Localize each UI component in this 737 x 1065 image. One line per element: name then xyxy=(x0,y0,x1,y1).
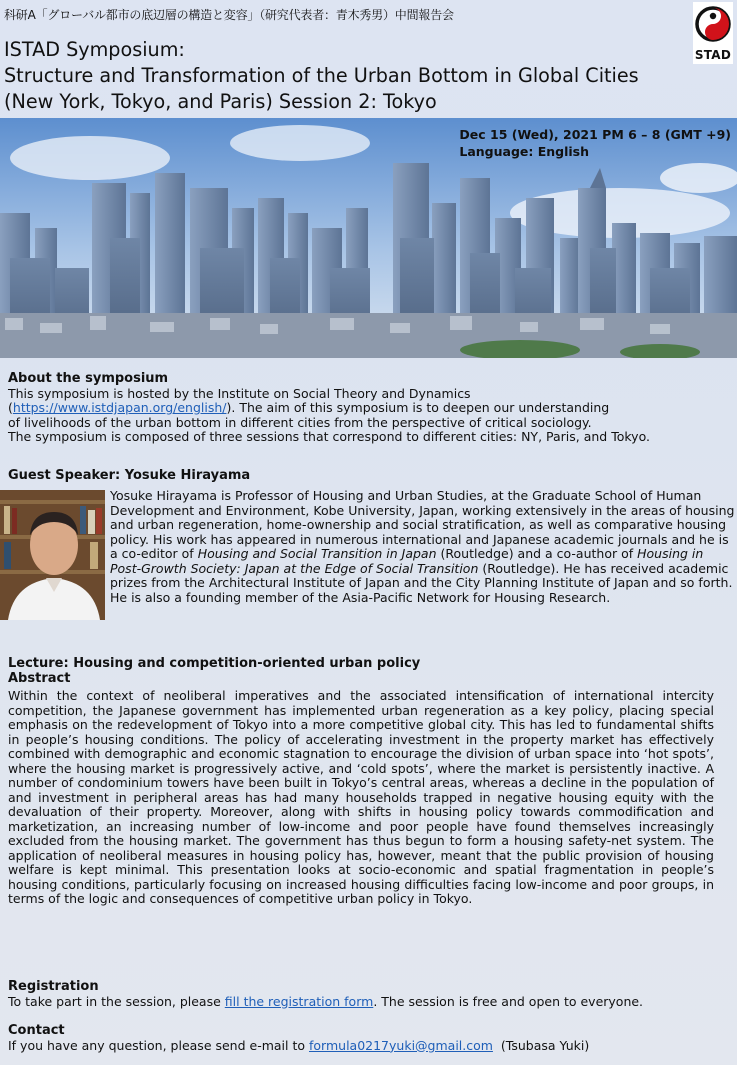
bio-part-c: (Routledge). He has received academic prizes from the Architectural Institute of Japan and the City Planning Institute of Japan and so forth. He is also a founding member of the Asia-Pacific Network for Housing Research. xyxy=(110,560,733,605)
event-language: Language: English xyxy=(459,144,590,159)
book-title-2: Housing in Post-Growth Society: Japan at the Edge of Social Transition xyxy=(110,546,704,576)
title-line-2: Structure and Transformation of the Urban Bottom in Global Cities xyxy=(4,64,639,87)
contact-text xyxy=(8,1039,733,1054)
title-line-3: (New York, Tokyo, and Paris) Session 2: Tokyo xyxy=(4,90,437,113)
contact-email-link[interactable]: formula0217yuki@gmail.com xyxy=(309,1037,493,1053)
event-info xyxy=(459,126,731,160)
bio-part-a: Yosuke Hirayama is Professor of Housing and Urban Studies, at the Graduate School of Human Development and Environment, Kobe University, Japan, working extensively in the areas of housing and urban regeneration, home-ownership and social stratification, as well as comparative housing policy. His work has appeared in numerous international and Japanese academic journals and he is a co-editor of xyxy=(110,488,735,561)
japanese-subtitle: 科研A「グローバル都市の底辺層の構造と変容」（研究代表者：青木秀男）中間報告会 xyxy=(4,8,454,22)
title-line-1: ISTAD Symposium: xyxy=(4,38,185,61)
registration-text-b: . The session is free and open to everyone. xyxy=(373,993,644,1009)
contact-section xyxy=(8,1024,733,1053)
about-line-2 xyxy=(8,401,733,416)
bio-part-b: (Routledge) and a co-author of xyxy=(436,546,638,561)
registration-text xyxy=(8,995,733,1010)
contact-heading: Contact xyxy=(8,1023,65,1038)
contact-text-a: If you have any question, please send e-mail to xyxy=(8,1037,309,1053)
lecture-section xyxy=(8,657,733,686)
lecture-heading: Lecture: Housing and competition-oriented urban policy xyxy=(8,656,421,671)
page-title xyxy=(4,37,734,115)
abstract-heading: Abstract xyxy=(8,670,71,686)
istd-website-link[interactable]: https://www.istdjapan.org/english/ xyxy=(12,400,227,416)
registration-form-link[interactable]: fill the registration form xyxy=(224,993,374,1009)
about-paren: ( xyxy=(8,400,13,416)
speaker-photo xyxy=(0,490,105,620)
about-line-4: The symposium is composed of three sessions that correspond to different cities: NY, Paris, and Tokyo. xyxy=(8,429,650,445)
about-heading: About the symposium xyxy=(8,371,169,386)
speaker-bio xyxy=(110,489,735,605)
about-line-1: This symposium is hosted by the Institute on Social Theory and Dynamics xyxy=(8,385,471,401)
about-section xyxy=(8,372,733,445)
event-date: Dec 15 (Wed), 2021 PM 6 – 8 (GMT +9) xyxy=(459,127,731,142)
about-line-2-rest: ). The aim of this symposium is to deepen our understanding xyxy=(226,400,610,416)
registration-section xyxy=(8,980,733,1009)
contact-text-b: (Tsubasa Yuki) xyxy=(492,1037,590,1053)
abstract-text: Within the context of neoliberal imperatives and the associated intensification of international intercity competition, the Japanese government has implemented urban regeneration as a key policy, placing special emphasis on the redevelopment of Tokyo into a more competitive global city. This has led to fundamental shifts in people’s housing conditions. The policy of accelerating investment in the property market has effectively combined with demographic and economic stagnation to encourage the division of urban space into ‘hot spots’, where the housing market is progressively active, and ‘cold spots’, where the market is persistently inactive. A number of condominium towers have been built in Tokyo’s central areas, whereas a decline in the population of and investment in peripheral areas has had many households trapped in negative housing equity with the devaluation of their property. Moreover, along with shifts in housing policy towards commodification and marketization, an increasing number of low-income and poor people have found themselves increasingly excluded from the housing market. The government has thus begun to form a housing safety-net system. The application of neoliberal measures in housing policy has, however, meant that the public provision of housing welfare is kept minimal. This presentation looks at socio-economic and spatial fragmentation in people’s housing conditions, particularly focusing on increased housing difficulties facing low-income and poor groups, in terms of the logic and consequences of competitive urban policy in Tokyo. xyxy=(8,688,714,906)
speaker-heading: Guest Speaker: Yosuke Hirayama xyxy=(8,468,251,483)
book-title-1: Housing and Social Transition in Japan xyxy=(197,546,437,561)
logo-text: STAD xyxy=(694,48,732,62)
registration-heading: Registration xyxy=(8,979,99,994)
registration-text-a: To take part in the session, please xyxy=(8,993,225,1009)
about-line-3: of livelihoods of the urban bottom in different cities from the perspective of critical sociology. xyxy=(8,414,592,430)
